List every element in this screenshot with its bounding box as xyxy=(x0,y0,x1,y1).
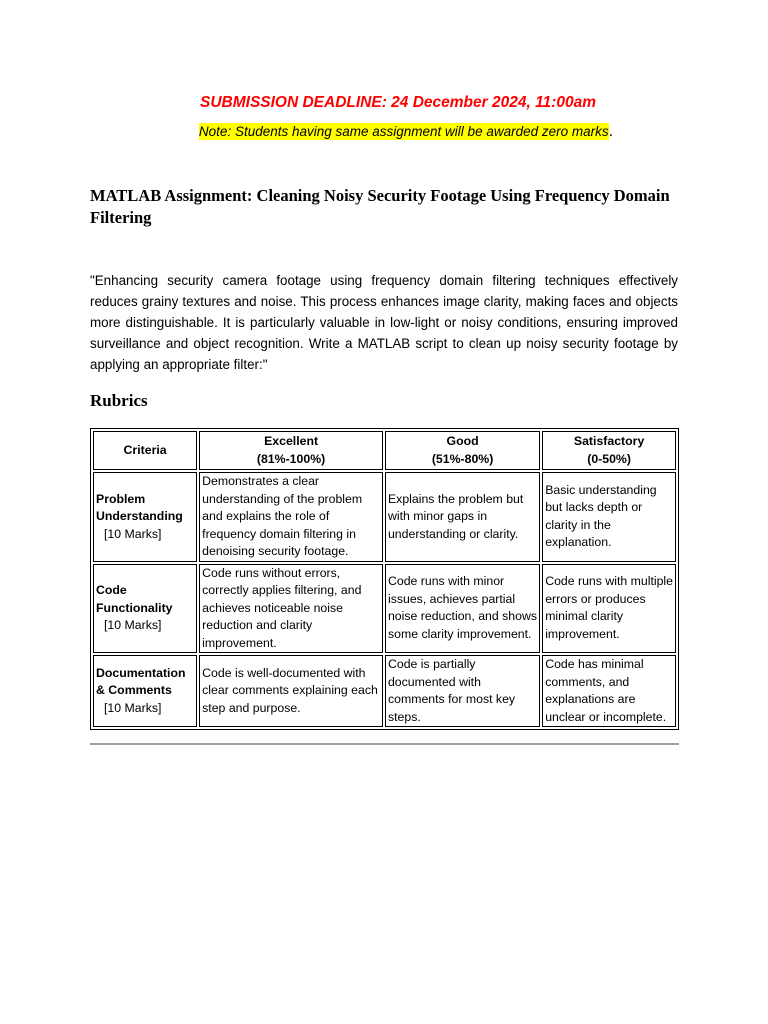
note-line xyxy=(0,123,768,141)
rubric-header-row xyxy=(93,431,676,470)
column-range: (81%-100%) xyxy=(256,451,326,466)
criteria-cell xyxy=(93,564,197,654)
criteria-name: Code Functionality xyxy=(96,583,173,615)
good-cell: Explains the problem but with minor gaps in understanding or clarity. xyxy=(385,472,540,562)
column-header-good xyxy=(385,431,540,470)
criteria-cell xyxy=(93,472,197,562)
assignment-title: MATLAB Assignment: Cleaning Noisy Security Footage Using Frequency Domain Filtering xyxy=(90,186,670,227)
column-range: (0-50%) xyxy=(587,451,631,466)
assignment-description: "Enhancing security camera footage using frequency domain filtering techniques effectively reduces grainy textures and noise. This process enhances image clarity, making faces and objects more distinguishable. It is particularly valuable in low-light or noisy conditions, ensuring improved surveillance and object recognition. Write a MATLAB script to clean up noisy security footage by applying an appropriate filter:" xyxy=(90,273,678,372)
column-header-excellent xyxy=(199,431,383,470)
good-cell: Code is partially documented with comments for most key steps. xyxy=(385,655,540,727)
column-label: Excellent xyxy=(264,434,319,448)
excellent-cell: Code is well-documented with clear comments explaining each step and purpose. xyxy=(199,655,383,727)
note-period: . xyxy=(608,123,614,140)
satisfactory-cell: Code runs with multiple errors or produces minimal clarity improvement. xyxy=(542,564,676,654)
criteria-marks: [10 Marks] xyxy=(104,618,162,632)
satisfactory-cell: Basic understanding but lacks depth or clarity in the explanation. xyxy=(542,472,676,562)
excellent-cell: Demonstrates a clear understanding of the problem and explains the role of frequency domain filtering in denoising security footage. xyxy=(199,472,383,562)
criteria-marks: [10 Marks] xyxy=(104,700,162,715)
rubric-table-wrap xyxy=(90,428,679,730)
rubric-row xyxy=(93,564,676,654)
criteria-marks: [10 Marks] xyxy=(104,526,162,541)
horizontal-divider xyxy=(90,743,679,745)
column-label: Satisfactory xyxy=(573,434,645,448)
rubric-row xyxy=(93,472,676,562)
criteria-name: Documentation & Comments xyxy=(96,665,186,698)
column-label: Good xyxy=(446,434,479,448)
rubrics-heading: Rubrics xyxy=(90,391,148,410)
criteria-name: Problem Understanding xyxy=(96,491,183,523)
rubric-table xyxy=(90,428,679,730)
excellent-cell: Code runs without errors, correctly applies filtering, and achieves noticeable noise reduction and clarity improvement. xyxy=(199,564,383,654)
column-range: (51%-80%) xyxy=(431,451,494,466)
criteria-cell xyxy=(93,655,197,727)
satisfactory-cell: Code has minimal comments, and explanations are unclear or incomplete. xyxy=(542,655,676,727)
rubric-row xyxy=(93,655,676,727)
column-header-criteria xyxy=(93,431,197,470)
column-label: Criteria xyxy=(123,442,167,457)
good-cell: Code runs with minor issues, achieves partial noise reduction, and shows some clarity improvement. xyxy=(385,564,540,654)
plagiarism-note: Note: Students having same assignment will be awarded zero marks xyxy=(198,124,609,139)
column-header-satisfactory xyxy=(542,431,676,470)
submission-deadline: SUBMISSION DEADLINE: 24 December 2024, 11:00am xyxy=(200,94,596,111)
